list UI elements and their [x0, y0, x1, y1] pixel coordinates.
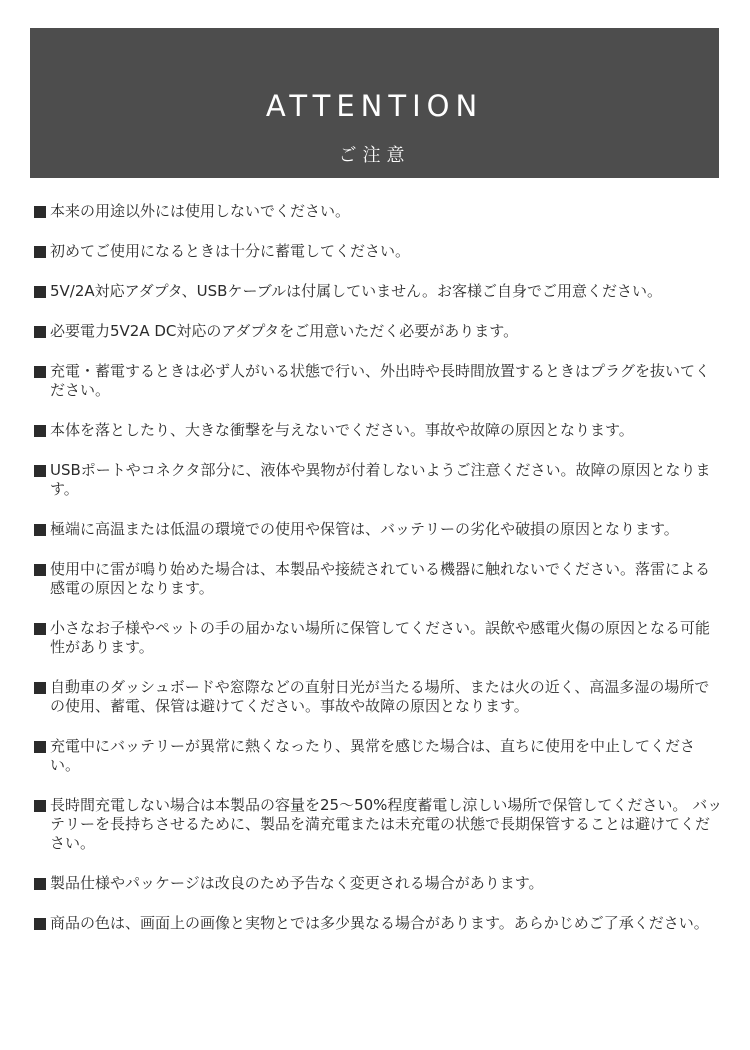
header-subtitle: ご注意 — [338, 145, 411, 166]
notice-item — [32, 874, 724, 893]
notice-text: 自動車のダッシュボードや窓際などの直射日光が当たる場所、または火の近く、高温多湿の場所での使用、蓄電、保管は避けてください。事故や故障の原因となります。 — [50, 678, 710, 715]
notice-text: 製品仕様やパッケージは改良のため予告なく変更される場合があります。 — [50, 874, 544, 892]
notice-item — [32, 914, 724, 933]
notice-item — [32, 362, 724, 400]
square-bullet-icon — [34, 918, 46, 930]
square-bullet-icon — [34, 246, 46, 258]
notice-text: 使用中に雷が鳴り始めた場合は、本製品や接続されている機器に触れないでください。落雷による感電の原因となります。 — [50, 560, 711, 597]
notice-item — [32, 322, 724, 341]
square-bullet-icon — [34, 800, 46, 812]
square-bullet-icon — [34, 366, 46, 378]
square-bullet-icon — [34, 206, 46, 218]
notice-text: 5V/2A対応アダプタ、USBケーブルは付属していません。お客様ご自身でご用意ください。 — [50, 282, 663, 300]
square-bullet-icon — [34, 286, 46, 298]
square-bullet-icon — [34, 564, 46, 576]
notice-text: 充電・蓄電するときは必ず人がいる状態で行い、外出時や長時間放置するときはプラグを抜いてください。 — [50, 362, 711, 399]
notice-text: 初めてご使用になるときは十分に蓄電してください。 — [50, 242, 411, 260]
notice-text: 極端に高温または低温の環境での使用や保管は、バッテリーの劣化や破損の原因となります。 — [50, 520, 679, 538]
notice-text: 必要電力5V2A DC対応のアダプタをご用意いただく必要があります。 — [50, 322, 519, 340]
square-bullet-icon — [34, 682, 46, 694]
notice-item — [32, 619, 724, 657]
notice-item — [32, 520, 724, 539]
notice-item — [32, 421, 724, 440]
notice-item — [32, 678, 724, 716]
square-bullet-icon — [34, 878, 46, 890]
notice-item — [32, 242, 724, 261]
notice-item — [32, 796, 724, 853]
notice-text: 本来の用途以外には使用しないでください。 — [50, 202, 351, 220]
notice-text: 長時間充電しない場合は本製品の容量を25〜50%程度蓄電し涼しい場所で保管してください。 バッテリーを長持ちさせるために、製品を満充電または未充電の状態で長期保管することは避けてください。 — [50, 796, 723, 852]
notice-text: 小さなお子様やペットの手の届かない場所に保管してください。誤飲や感電火傷の原因となる可能性があります。 — [50, 619, 711, 656]
notice-text: 商品の色は、画面上の画像と実物とでは多少異なる場合があります。あらかじめご了承ください。 — [50, 914, 709, 932]
square-bullet-icon — [34, 326, 46, 338]
notice-item — [32, 737, 724, 775]
notice-text: USBポートやコネクタ部分に、液体や異物が付着しないようご注意ください。故障の原因となります。 — [50, 461, 711, 498]
square-bullet-icon — [34, 741, 46, 753]
header-title: ATTENTION — [265, 89, 484, 123]
notice-text: 充電中にバッテリーが異常に熱くなったり、異常を感じた場合は、直ちに使用を中止してください。 — [50, 737, 696, 774]
notice-item — [32, 461, 724, 499]
notice-item — [32, 560, 724, 598]
notice-item — [32, 202, 724, 221]
square-bullet-icon — [34, 425, 46, 437]
attention-header — [30, 28, 719, 178]
notice-text: 本体を落としたり、大きな衝撃を与えないでください。事故や故障の原因となります。 — [50, 421, 634, 439]
square-bullet-icon — [34, 623, 46, 635]
square-bullet-icon — [34, 465, 46, 477]
notice-list — [32, 202, 724, 954]
square-bullet-icon — [34, 524, 46, 536]
notice-item — [32, 282, 724, 301]
